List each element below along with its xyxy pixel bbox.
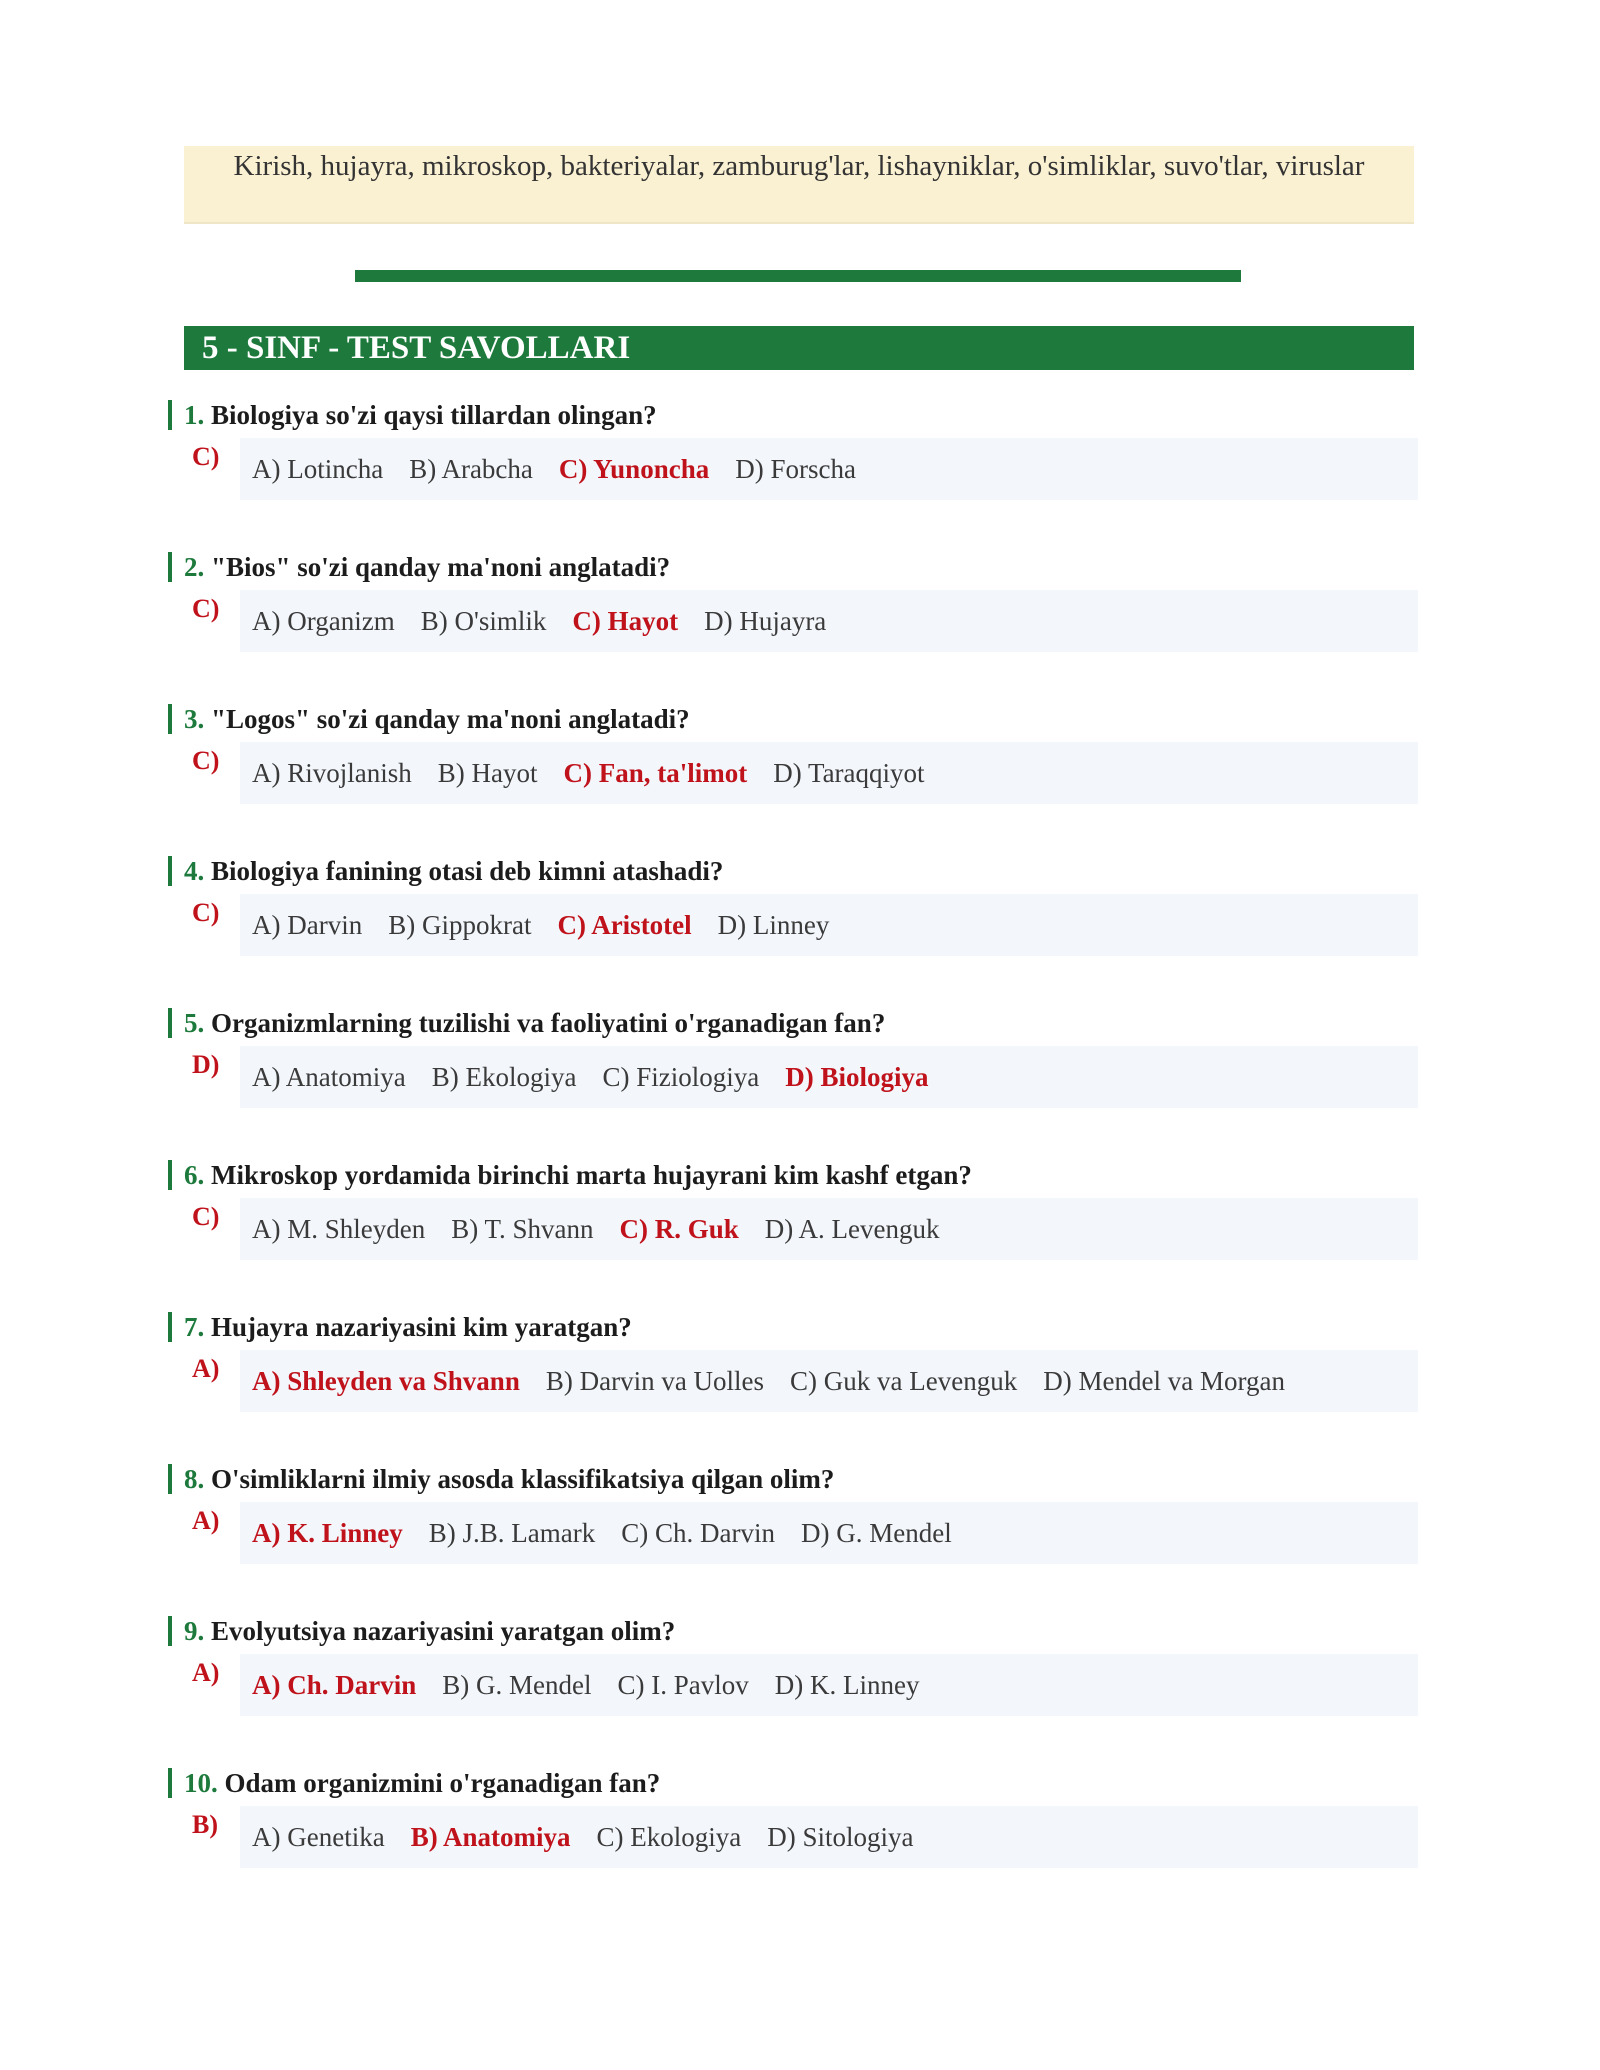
option: A) Lotincha [252,454,384,484]
question-heading [168,1008,885,1038]
option-correct: C) Aristotel [557,910,692,940]
option: B) Ekologiya [431,1062,577,1092]
option: D) G. Mendel [801,1518,952,1548]
option: D) K. Linney [774,1670,920,1700]
question-number: 5. [184,1008,205,1038]
divider-rule [355,270,1241,282]
option: A) Anatomiya [252,1062,406,1092]
options-row [240,742,1418,804]
question-heading [168,704,690,734]
option: A) Rivojlanish [252,758,412,788]
question-text: Mikroskop yordamida birinchi marta hujayrani kim kashf etgan? [211,1160,972,1190]
question-item [168,856,1428,976]
question-item [168,704,1428,824]
options-row [240,894,1418,956]
options-row [240,1350,1418,1412]
answer-key: B) [192,1810,218,1839]
option-correct: D) Biologiya [785,1062,929,1092]
option: A) Genetika [252,1822,385,1852]
question-heading [168,856,723,886]
options-row [240,590,1418,652]
option: A) Organizm [252,606,395,636]
option: B) O'simlik [420,606,547,636]
option: D) A. Levenguk [764,1214,940,1244]
option: C) Guk va Levenguk [790,1366,1018,1396]
option: D) Forscha [735,454,856,484]
question-number: 10. [184,1768,218,1798]
question-text: Biologiya so'zi qaysi tillardan olingan? [211,400,657,430]
option-correct: C) R. Guk [619,1214,739,1244]
options-row [240,1046,1418,1108]
answer-key: C) [192,594,220,623]
question-heading [168,1160,972,1190]
option: B) Darvin va Uolles [545,1366,765,1396]
question-number: 4. [184,856,205,886]
option: D) Mendel va Morgan [1043,1366,1285,1396]
answer-key: D) [192,1050,220,1079]
answer-key: C) [192,898,220,927]
question-number: 9. [184,1616,205,1646]
option: A) M. Shleyden [252,1214,426,1244]
question-item [168,400,1428,520]
question-text: Hujayra nazariyasini kim yaratgan? [211,1312,632,1342]
question-item [168,1008,1428,1128]
option: B) Arabcha [409,454,533,484]
question-text: "Bios" so'zi qanday ma'noni anglatadi? [211,552,671,582]
option: B) Hayot [437,758,538,788]
question-item [168,1464,1428,1584]
answer-key: A) [192,1658,220,1687]
topics-text: Kirish, hujayra, mikroskop, bakteriyalar, zamburug'lar, lishayniklar, o'simliklar, suvo'tlar, viruslar [233,150,1365,182]
question-item [168,552,1428,672]
option: C) Fiziologiya [602,1062,760,1092]
option: B) J.B. Lamark [428,1518,596,1548]
options-row [240,1806,1418,1868]
question-text: "Logos" so'zi qanday ma'noni anglatadi? [211,704,690,734]
option-correct: C) Yunoncha [558,454,710,484]
answer-key: C) [192,1202,220,1231]
question-number: 8. [184,1464,205,1494]
question-text: Odam organizmini o'rganadigan fan? [224,1768,661,1798]
question-text: Biologiya fanining otasi deb kimni atashadi? [211,856,724,886]
section-title-text: 5 - SINF - TEST SAVOLLARI [202,330,631,366]
question-text: Evolyutsiya nazariyasini yaratgan olim? [211,1616,676,1646]
options-row [240,1198,1418,1260]
option-correct: A) Ch. Darvin [252,1670,417,1700]
option: B) Gippokrat [388,910,532,940]
question-number: 1. [184,400,205,430]
answer-key: C) [192,746,220,775]
question-text: Organizmlarning tuzilishi va faoliyatini o'rganadigan fan? [211,1008,886,1038]
option: D) Sitologiya [767,1822,914,1852]
option: C) I. Pavlov [617,1670,749,1700]
question-item [168,1312,1428,1432]
question-heading [168,552,670,582]
question-number: 3. [184,704,205,734]
question-number: 7. [184,1312,205,1342]
option: D) Taraqqiyot [773,758,925,788]
question-item [168,1160,1428,1280]
option-correct: C) Hayot [572,606,679,636]
option-correct: C) Fan, ta'limot [563,758,748,788]
answer-key: A) [192,1354,220,1383]
question-heading [168,1312,632,1342]
answer-key: C) [192,442,220,471]
options-row [240,1502,1418,1564]
options-row [240,1654,1418,1716]
question-number: 6. [184,1160,205,1190]
question-item [168,1616,1428,1736]
option: B) G. Mendel [442,1670,592,1700]
option: C) Ch. Darvin [621,1518,775,1548]
option: C) Ekologiya [596,1822,742,1852]
topics-banner [184,146,1414,224]
option: A) Darvin [252,910,363,940]
question-heading [168,1616,675,1646]
question-number: 2. [184,552,205,582]
option-correct: A) Shleyden va Shvann [252,1366,520,1396]
options-row [240,438,1418,500]
question-heading [168,1464,834,1494]
question-item [168,1768,1428,1888]
option-correct: A) K. Linney [252,1518,403,1548]
question-heading [168,400,657,430]
option: B) T. Shvann [451,1214,594,1244]
option: D) Hujayra [704,606,827,636]
answer-key: A) [192,1506,220,1535]
section-title [184,326,1414,370]
option: D) Linney [717,910,830,940]
question-text: O'simliklarni ilmiy asosda klassifikatsiya qilgan olim? [211,1464,835,1494]
question-heading [168,1768,660,1798]
option-correct: B) Anatomiya [410,1822,571,1852]
